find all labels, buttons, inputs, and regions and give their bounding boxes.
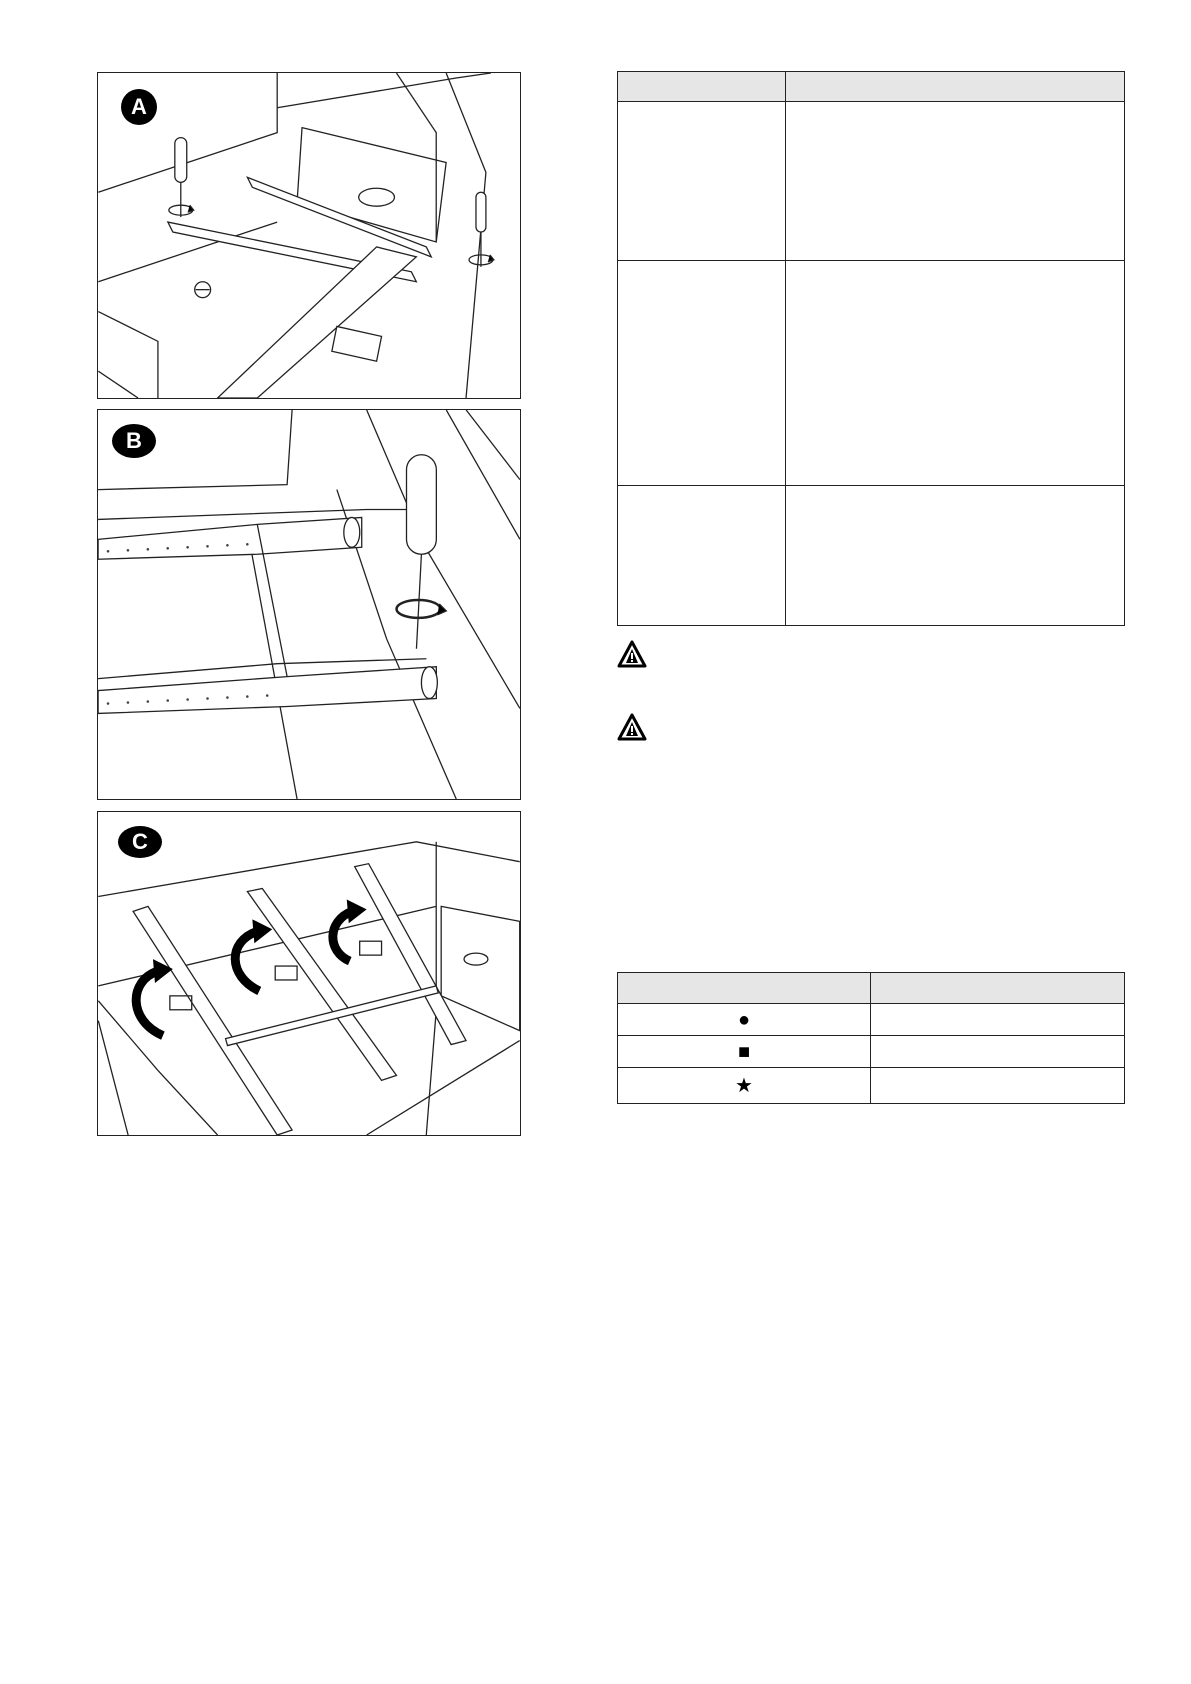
table-row: [618, 1036, 1125, 1068]
table-row: [618, 102, 1125, 261]
symbol-table: [617, 972, 1125, 1104]
figure-a: [97, 72, 521, 399]
figure-c-label: C: [118, 826, 162, 858]
table-header-cell: [618, 973, 871, 1004]
table-cell: [618, 1036, 871, 1068]
warning-triangle-icon: [617, 713, 647, 741]
table-header-cell: [786, 72, 1125, 102]
table-cell: [871, 1068, 1125, 1104]
table-cell: [618, 1068, 871, 1104]
figure-c: [97, 811, 521, 1136]
figure-a-illustration: [98, 73, 520, 398]
figure-c-illustration: [98, 812, 520, 1135]
circle-icon: ●: [737, 1008, 751, 1031]
square-icon: ■: [737, 1040, 751, 1063]
table-cell: [871, 1036, 1125, 1068]
table-cell: [786, 102, 1125, 261]
star-icon: ★: [735, 1074, 753, 1097]
table-row: [618, 1004, 1125, 1036]
table-header-row: [618, 973, 1125, 1004]
table-cell: [786, 486, 1125, 626]
screwdriver-icon: [397, 455, 447, 649]
table-cell: [618, 261, 786, 486]
figure-b: [97, 409, 521, 800]
screwdriver-right-icon: [469, 192, 494, 267]
table-row: [618, 261, 1125, 486]
figure-a-label: A: [121, 89, 157, 125]
table-cell: [618, 102, 786, 261]
spec-table: [617, 71, 1125, 626]
table-cell: [618, 486, 786, 626]
table-row: [618, 486, 1125, 626]
table-row: [618, 1068, 1125, 1104]
table-header-cell: [871, 973, 1125, 1004]
figure-b-label: B: [112, 424, 156, 458]
table-header-row: [618, 72, 1125, 102]
warning-triangle-icon: [617, 640, 647, 668]
table-cell: [618, 1004, 871, 1036]
table-cell: [871, 1004, 1125, 1036]
table-header-cell: [618, 72, 786, 102]
figure-b-illustration: [98, 410, 520, 799]
table-cell: [786, 261, 1125, 486]
screwdriver-left-icon: [169, 138, 194, 218]
